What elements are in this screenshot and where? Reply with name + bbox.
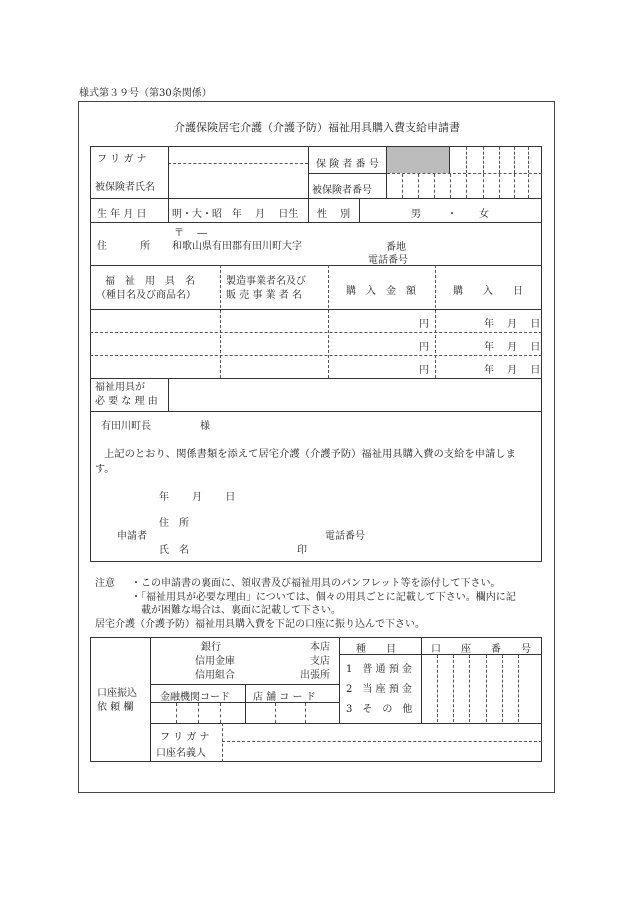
reason-label: 福祉用具が 必 要 な 理 由 [95,382,158,407]
applicant-label: 申請者 [117,531,147,542]
branch-code-label: 店 舗 コ ー ド [253,692,316,703]
seal-mark: 印 [297,545,307,556]
application-body-line2: す。 [95,464,115,475]
insurer-number-label: 保 険 者 番 号 [316,159,379,170]
account-number-header: 口 座 番 号 [431,644,531,655]
sex-male-option[interactable]: 男 [411,209,421,220]
item-row-date: 年 月 日 [484,342,541,353]
form-title: 介護保険居宅介護（介護予防）福祉用具購入費支給申請書 [174,121,460,134]
applicant-address-label: 住 所 [159,518,189,529]
sex-female-option[interactable]: 女 [479,209,489,220]
birthdate-label: 生 年 月 日 [97,209,147,220]
furigana-label: フ リ ガ ナ [97,154,147,165]
bank-type-list[interactable]: 銀行 信用金庫 信用組合 [195,642,235,681]
account-kana-label: フ リ ガ ナ [160,732,210,743]
notes-line2: ・「福祉用具が必要な理由」については、個々の用具ごとに記載して下さい。欄内に記 [131,592,516,603]
form-number: 様式第３９号（第30条関係） [79,88,212,99]
bank-section-label: 口座振込 依 頼 欄 [97,688,137,713]
maker-header: 製造事業者名及び 販 売 事 業 者 名 [226,276,306,301]
item-row-date: 年 月 日 [484,365,541,376]
branch-type-list[interactable]: 本店 支店 出張所 [300,642,330,681]
transfer-instruction: 居宅介護（介護予防）福祉用具購入費を下記の口座に振り込んで下さい。 [95,619,425,630]
sex-label: 性 別 [317,209,351,220]
notes-line3: 載が困難な場合は、裏面に記載して下さい。 [141,605,341,616]
item-row-yen: 円 [419,342,429,353]
application-body-line1: 上記のとおり、関係書類を添えて居宅介護（介護予防）福祉用具購入費の支給を申請しま [104,448,516,460]
insured-number-label: 被保険者番号 [312,185,372,196]
address-label: 住 所 [97,241,151,252]
bank-code-label: 金融機関コード [160,692,230,703]
reason-field[interactable] [170,380,540,410]
addressee: 有田川町長 [101,421,151,432]
item-row-yen: 円 [419,319,429,330]
account-type-header: 種 目 [356,644,396,655]
item-row-date: 年 月 日 [484,319,541,330]
account-holder-label: 口座名義人 [156,748,206,759]
notes-line1: ・この申請書の裏面に、領収書及び福祉用具のパンフレット等を添付して下さい。 [131,578,501,589]
sex-separator: ・ [447,209,457,220]
phone-label: 電話番号 [368,255,408,266]
account-type-list[interactable]: 1 普 通 預 金 2 当 座 預 金 3 そ の 他 [346,664,413,715]
banchi-label: 番地 [386,242,406,253]
addressee-honorific: 様 [200,421,210,432]
item-name-header: 福 祉 用 具 名 （種目名及び商品名） [96,276,196,301]
application-date: 年 月 日 [159,492,236,503]
application-table [90,146,542,562]
address-value[interactable]: 和歌山県有田郡有田川町大字 [172,241,302,252]
purchase-date-header: 購 入 日 [453,286,523,297]
insured-name-field[interactable] [170,165,307,197]
applicant-phone-label: 電話番号 [325,531,365,542]
birthdate-value[interactable]: 明・大・昭 年 月 日生 [172,209,299,220]
item-row-yen: 円 [419,365,429,376]
purchase-amount-header: 購 入 金 額 [346,286,416,297]
applicant-name-label: 氏 名 [159,545,189,556]
insured-name-label: 被保険者氏名 [95,182,155,193]
postal-code-field[interactable]: 〒 ― [174,228,208,239]
notes-label: 注意 [95,578,115,589]
